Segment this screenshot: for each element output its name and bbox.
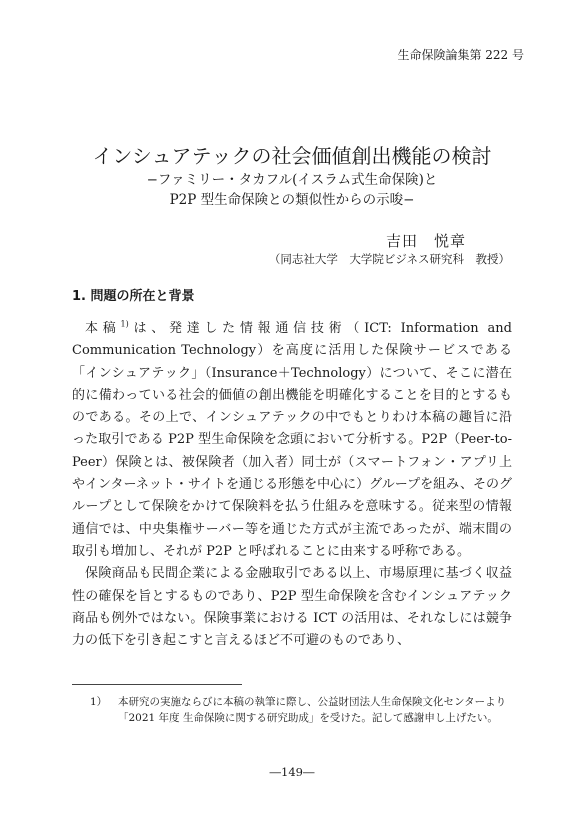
journal-header: 生命保険論集第 222 号 xyxy=(397,48,524,62)
footnote-text: 本研究の実施ならびに本稿の執筆に際し、公益財団法人生命保険文化センターより「2021 年度 生命保険に関する研究助成」を受けた。記して感謝申し上げたい。 xyxy=(118,696,507,724)
subtitle-line-2: P2P 型生命保険との類似性からの示唆− xyxy=(169,192,415,208)
footnote xyxy=(72,694,512,726)
author-name: 吉田 悦章 xyxy=(385,232,466,250)
paragraph-2: 保険商品も民間企業による金融取引である以上、市場原理に基づく収益性の確保を旨とするものであり、P2P 型生命保険を含むインシュアテック商品も例外ではない。保険事業における ICT の活用は、それなしには競争力の低下を引き起こすと言えるほど不可避のものであり、 xyxy=(72,566,512,649)
footnote-reference[interactable]: 1) xyxy=(120,319,129,329)
body-text xyxy=(72,318,512,652)
footnote-marker: 1） xyxy=(90,696,108,708)
section-heading: 1. 問題の所在と背景 xyxy=(72,289,195,304)
author-affiliation: （同志社大学 大学院ビジネス研究科 教授） xyxy=(268,252,510,266)
paper-title: インシュアテックの社会価値創出機能の検討 xyxy=(92,144,492,168)
paragraph-1-text: は、発達した情報通信技術（ICT: Information and Communication Technology）を高度に活用した保険サービスである「インシュアテック」（Insurance＋Technology）について、そこに潜在的に備わっている社会的価値の創出機能を明確化することを目的とするものである。その上で、インシュアテックの中でもとりわけ本稿の趣旨に沿った取引である P2P 型生命保険を念頭において分析する。P2P（Peer-to-Peer）保険とは、被保険者（加入者）同士が（スマートフォン・アプリ上やインターネット・サイトを通じる形態を中心に）グループを組み、そのグループとして保険をかけて保険料を払う仕組みを意味する。従来型の情報通信では、中央集権サーバー等を通じた方式が主流であったが、端末間の取引も増加し、それが P2P と呼ばれることに由来する呼称である。 xyxy=(72,321,512,559)
paragraph-1-start: 本稿 xyxy=(85,321,121,336)
page-number: ―149― xyxy=(269,765,315,779)
footnote-divider xyxy=(72,684,242,685)
paragraph-1 xyxy=(72,318,512,563)
subtitle-line-1: −ファミリー・タカフル(イスラム式生命保険)と xyxy=(146,172,438,188)
